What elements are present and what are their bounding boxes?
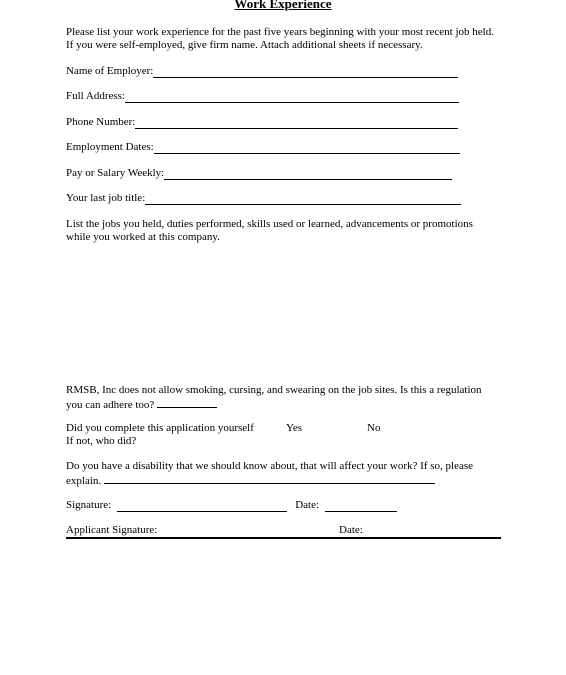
phone-input-line[interactable] (135, 118, 458, 129)
address-label: Full Address: (66, 90, 125, 102)
phone-field (66, 116, 458, 129)
smoking-answer-line[interactable] (157, 397, 217, 408)
address-input-line[interactable] (125, 92, 459, 103)
dates-input-line[interactable] (154, 143, 460, 154)
signature-row (66, 499, 397, 512)
page-title: Work Experience (234, 0, 332, 11)
address-field (66, 90, 459, 103)
dates-label: Employment Dates: (66, 141, 154, 153)
intro-line-1: Please list your work experience for the past five years beginning with your most recent job held. (66, 26, 494, 38)
no-option[interactable]: No (367, 422, 381, 434)
smoking-paragraph (66, 384, 482, 412)
complete-question: Did you complete this application yourself (66, 422, 254, 434)
applicant-date-label: Date: (339, 524, 363, 536)
signature-date-input-line[interactable] (325, 501, 397, 512)
duties-line-1: List the jobs you held, duties performed, skills used or learned, advancements or promotions (66, 218, 473, 230)
yes-option[interactable]: Yes (286, 422, 303, 434)
smoking-line-1: RMSB, Inc does not allow smoking, cursing, and swearing on the job sites. Is this a regulation (66, 384, 482, 396)
job-title-field (66, 192, 461, 205)
duties-paragraph (66, 218, 473, 244)
applicant-row (66, 524, 366, 537)
duties-line-2: while you worked at this company. (66, 231, 220, 243)
applicant-date-row (339, 524, 363, 537)
bottom-rule (66, 537, 501, 539)
complete-section (66, 422, 466, 448)
disability-line-2-row (66, 473, 473, 488)
signature-label: Signature: (66, 499, 112, 511)
signature-date-label: Date: (295, 499, 320, 511)
disability-line-1: Do you have a disability that we should know about, that will affect your work? If so, please (66, 460, 474, 472)
disability-paragraph (66, 460, 473, 488)
pay-label: Pay or Salary Weekly: (66, 167, 165, 179)
job-title-input-line[interactable] (145, 194, 461, 205)
job-title-label: Your last job title: (66, 192, 146, 204)
smoking-line-2: you can adhere too? (66, 399, 155, 411)
employer-input-line[interactable] (153, 67, 458, 78)
signature-input-line[interactable] (117, 501, 287, 512)
complete-row (66, 422, 466, 435)
pay-field (66, 167, 452, 180)
intro-line-2: If you were self-employed, give firm name. Attach additional sheets if necessary. (66, 39, 423, 51)
applicant-signature-label: Applicant Signature: (66, 524, 158, 536)
complete-followup: If not, who did? (66, 435, 137, 447)
intro-paragraph (66, 26, 494, 52)
employer-label: Name of Employer: (66, 65, 154, 77)
disability-line-2: explain. (66, 475, 102, 487)
employer-field (66, 65, 458, 78)
pay-input-line[interactable] (164, 169, 452, 180)
phone-label: Phone Number: (66, 116, 136, 128)
smoking-line-2-row (66, 397, 482, 412)
dates-field (66, 141, 460, 154)
disability-answer-line[interactable] (104, 473, 435, 484)
